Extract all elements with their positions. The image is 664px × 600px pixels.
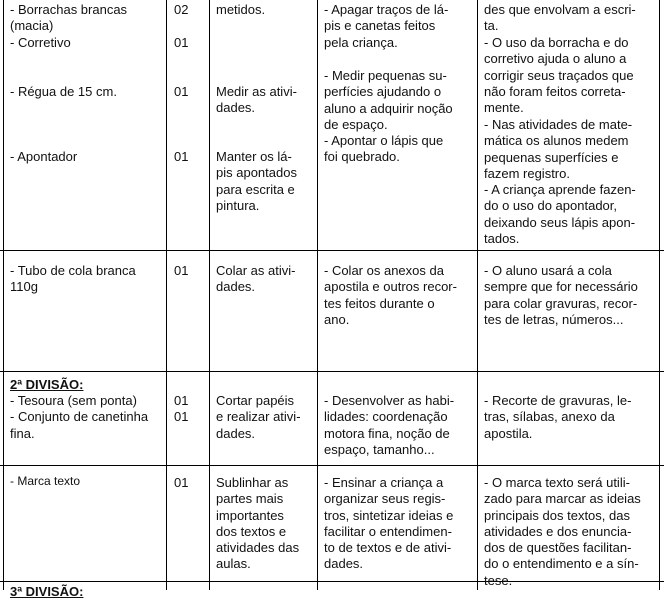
cell-procedure: - Nas atividades de mate- mática os alunos medem pequenas superfícies e fazem registro. [484, 117, 633, 181]
cell-qty: 01 01 [174, 393, 189, 425]
column-divider-procedure [477, 0, 478, 590]
cell-purpose: Colar as ativi- dades. [216, 263, 296, 295]
cell-purpose: Cortar papéis e realizar ativi- dades. [216, 393, 301, 441]
column-divider-purpose [209, 0, 210, 590]
cell-item: - Tesoura (sem ponta) - Conjunto de canetinha fina. [10, 393, 149, 441]
division-3-heading: 3ª DIVISÃO: [10, 584, 84, 599]
cell-procedure: - O uso da borracha e do corretivo ajuda o aluno a corrigir seus traçados que não foram feitos correta- mente. [484, 35, 634, 116]
cell-procedure: - O marca texto será utili- zado para marcar as ideias principais dos textos, das atividades e dos enuncia- dos de questões facilitan- do o entendimento e a sín- tese. [484, 475, 641, 588]
cell-purpose: Manter os lá- pis apontados para escrita e pintura. [216, 149, 297, 213]
cell-purpose: Sublinhar as partes mais importantes dos textos e atividades das aulas. [216, 475, 300, 572]
cell-qty: 01 [174, 263, 189, 278]
cell-purpose: metidos. [216, 2, 266, 17]
cell-objective: - Ensinar a criança a organizar seus regis- tros, sintetizar ideias e facilitar o entendimen- to de textos e de ativi- dades. [324, 475, 454, 572]
cell-item: - Tubo de cola branca 110g [10, 263, 136, 295]
cell-qty: 01 [174, 149, 189, 164]
table-border-left [3, 0, 4, 590]
cell-item: - Borrachas brancas (macia) [10, 2, 128, 34]
cell-item: - Corretivo [10, 35, 71, 50]
column-divider-objective [317, 0, 318, 590]
cell-objective: - Apagar traços de lá- pis e canetas feitos pela criança. [324, 2, 449, 50]
cell-item: - Régua de 15 cm. [10, 84, 117, 99]
row-divider-1 [0, 250, 664, 251]
column-divider-qty [166, 0, 167, 590]
cell-objective: - Colar os anexos da apostila e outros recor- tes feitos durante o ano. [324, 263, 457, 327]
cell-item: - Apontador [10, 149, 78, 164]
cell-qty: 01 [174, 475, 189, 490]
cell-procedure: - A criança aprende fazen- do o uso do apontador, deixando seus lápis apon- tados. [484, 182, 636, 246]
cell-procedure: - O aluno usará a cola sempre que for necessário para colar gravuras, recor- tes de letras, números... [484, 263, 638, 327]
cell-qty: 02 [174, 2, 189, 17]
cell-objective: - Desenvolver as habi- lidades: coordenação motora fina, noção de espaço, tamanho... [324, 393, 455, 457]
cell-item: - Marca texto [10, 474, 81, 488]
table-border-right [659, 0, 660, 590]
cell-objective: - Apontar o lápis que foi quebrado. [324, 133, 444, 165]
cell-objective: - Medir pequenas su- perfícies ajudando o aluno a adquirir noção de espaço. [324, 68, 453, 132]
cell-qty: 01 [174, 84, 189, 99]
row-divider-3 [0, 465, 664, 466]
row-divider-2 [0, 371, 664, 372]
cell-qty: 01 [174, 35, 189, 50]
cell-purpose: Medir as ativi- dades. [216, 84, 297, 116]
division-2-heading: 2ª DIVISÃO: [10, 377, 84, 392]
cell-procedure: des que envolvam a escri- ta. [484, 2, 636, 34]
cell-procedure: - Recorte de gravuras, le- tras, sílabas, anexo da apostila. [484, 393, 632, 441]
